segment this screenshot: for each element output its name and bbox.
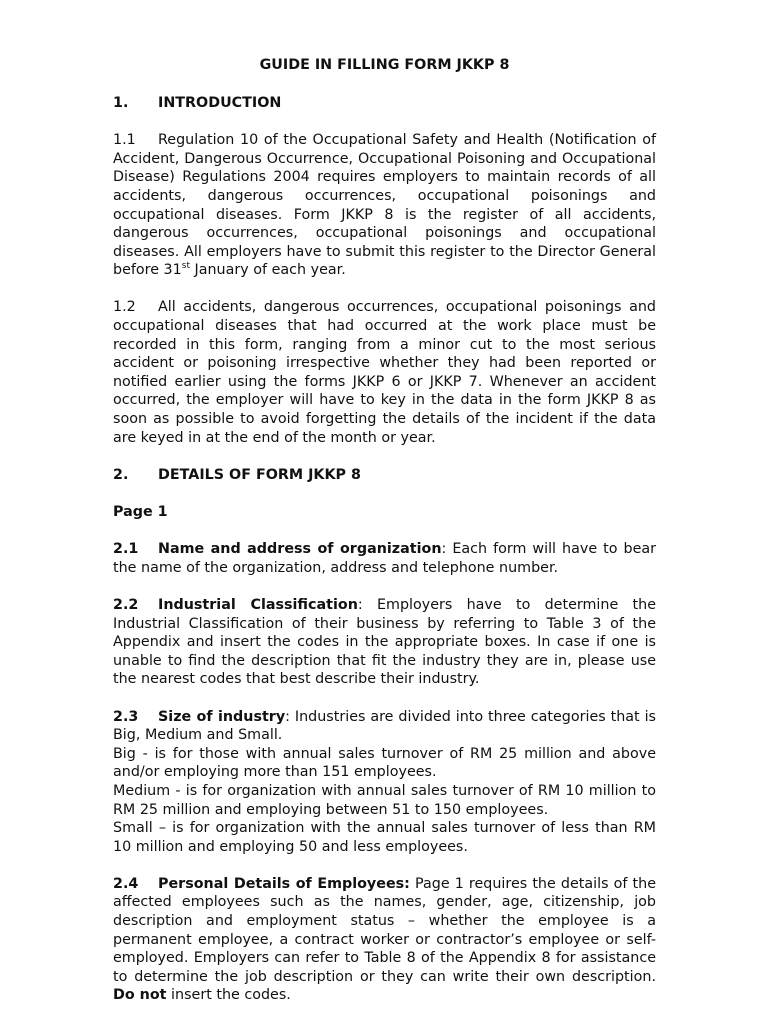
paragraph-heading: Personal Details of Employees:: [158, 875, 410, 892]
section-number: 2.: [113, 466, 129, 483]
section-heading-introduction: [113, 94, 656, 113]
section-title: DETAILS OF FORM JKKP 8: [158, 466, 361, 483]
paragraph-text: All accidents, dangerous occurrences, occupational poisonings and occupational diseases that had occurred at the work place must be recorded in this form, ranging from a minor cut to the most serious accident or poisoning irrespective whether they had been reported or notified earlier using the forms JKKP 6 or JKKP 7. Whenever an accident occurred, the employer will have to key in the data in the form JKKP 8 as soon as possible to avoid forgetting the details of the incident if the data are keyed in at the end of the month or year.: [113, 299, 656, 446]
paragraph-1-2: [113, 298, 656, 447]
paragraph-number: 2.3: [113, 708, 139, 725]
emphasis-do-not: Do not: [113, 987, 167, 1004]
paragraph-number: 1.2: [113, 299, 136, 316]
size-intro-line: [113, 708, 656, 745]
paragraph-2-2: [113, 596, 656, 689]
paragraph-text: : Each form will have to bear the name of the organization, address and telephone number.: [113, 541, 657, 576]
superscript: st: [181, 261, 190, 272]
paragraph-2-4: [113, 875, 656, 1005]
size-medium: Medium - is for organization with annual sales turnover of RM 10 million to RM 25 million and employing between 51 to 150 employees.: [113, 782, 656, 818]
paragraph-text: Regulation 10 of the Occupational Safety and Health (Notification of Accident, Dangerous Occurrence, Occupational Poisoning and Occupational Disease) Regulations 2004 requires employers to maintain records of all accidents, dangerous occurrences, occupational poisonings and occupational diseases. Form JKKP 8 is the register of all accidents, dangerous occurrences, occupational poisonings and occupational diseases. All employers have to submit this register to the Director General before 31: [113, 132, 656, 279]
paragraph-1-1: [113, 131, 656, 280]
section-number: 1.: [113, 94, 129, 111]
paragraph-number: 1.1: [113, 132, 136, 149]
document-page: [113, 56, 656, 1023]
paragraph-2-1: [113, 540, 656, 577]
paragraph-text-end: January of each year.: [189, 262, 346, 279]
paragraph-text: : Industries are divided into three categories that is Big, Medium and Small.: [113, 708, 656, 744]
paragraph-number: 2.4: [113, 875, 139, 892]
paragraph-number: 2.1: [113, 541, 139, 558]
size-big: Big - is for those with annual sales turnover of RM 25 million and above and/or employing more than 151 employees.: [113, 745, 656, 781]
page-label: Page 1: [113, 504, 168, 521]
section-heading-details: [113, 466, 656, 485]
section-title: INTRODUCTION: [158, 94, 282, 111]
document-title: GUIDE IN FILLING FORM JKKP 8: [259, 57, 510, 73]
paragraph-heading: Industrial Classification: [158, 597, 358, 614]
paragraph-heading: Size of industry: [158, 708, 286, 725]
paragraph-text-end: insert the codes.: [166, 987, 291, 1004]
paragraph-heading: Name and address of organization: [158, 541, 442, 558]
paragraph-2-3: [113, 708, 656, 857]
size-small: Small – is for organization with the annual sales turnover of less than RM 10 million and employing 50 and less employees.: [113, 820, 656, 855]
paragraph-number: 2.2: [113, 597, 139, 614]
paragraph-text: : Employers have to determine the Industrial Classification of their business by referring to Table 3 of the Appendix and insert the codes in the appropriate boxes. In case if one is unable to find the description that fit the industry they are in, please use the nearest codes that best describe their industry.: [113, 597, 656, 688]
paragraph-text: Page 1 requires the details of the affected employees such as the names, gender, age, citizenship, job description and employment status – whether the employee is a permanent employee, a contract worker or contractor’s employee or self-employed. Employers can refer to Table 8 of the Appendix 8 for assistance to determine the job description or they can write their own description.: [113, 875, 656, 985]
